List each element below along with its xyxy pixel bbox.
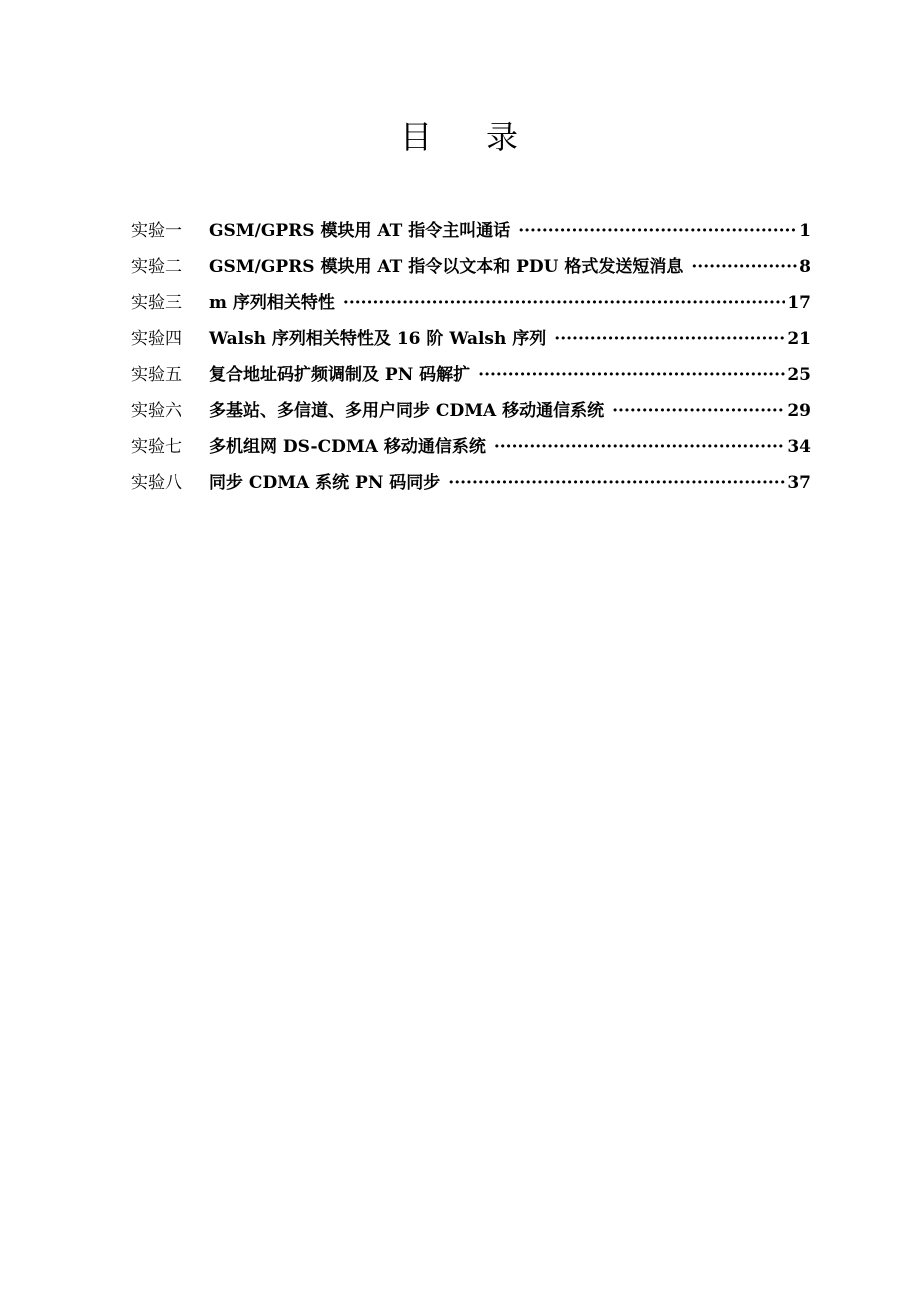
- toc-entry-page: 34: [787, 437, 811, 457]
- toc-entry-page: 25: [787, 365, 811, 385]
- toc-dot-leader: [494, 432, 786, 462]
- toc-entry-title: GSM/GPRS 模块用 AT 指令主叫通话: [209, 221, 511, 241]
- toc-entry-label: 实验一: [131, 221, 182, 241]
- toc-entry: [131, 468, 811, 504]
- toc-entry-label: 实验五: [131, 365, 182, 385]
- toc-entry-label: 实验八: [131, 473, 182, 493]
- toc-entry-page: 1: [799, 221, 811, 241]
- toc-entry-page: 17: [787, 293, 811, 313]
- toc-entry: [131, 288, 811, 324]
- toc-entry: [131, 216, 811, 252]
- toc-entry-page: 37: [787, 473, 811, 493]
- toc-entry-page: 8: [799, 257, 811, 277]
- toc-dot-leader: [478, 360, 785, 390]
- toc-entry-title: GSM/GPRS 模块用 AT 指令以文本和 PDU 格式发送短消息: [209, 257, 684, 277]
- toc-entry: [131, 396, 811, 432]
- toc-entry: [131, 360, 811, 396]
- toc-dot-leader: [518, 216, 797, 246]
- toc-entry-title: 多机组网 DS-CDMA 移动通信系统: [209, 437, 486, 457]
- toc-dot-leader: [554, 324, 785, 354]
- toc-dot-leader: [691, 252, 797, 282]
- page-title: [0, 112, 920, 158]
- toc-entry-label: 实验二: [131, 257, 182, 277]
- toc-dot-leader: [448, 468, 785, 498]
- table-of-contents: [131, 216, 811, 504]
- toc-entry-label: 实验六: [131, 401, 182, 421]
- toc-dot-leader: [612, 396, 785, 426]
- title-char-1: 目: [399, 118, 434, 156]
- toc-entry-label: 实验四: [131, 329, 182, 349]
- toc-entry-title: 多基站、多信道、多用户同步 CDMA 移动通信系统: [209, 401, 605, 421]
- toc-entry-title: m 序列相关特性: [209, 293, 335, 313]
- toc-entry-title: 同步 CDMA 系统 PN 码同步: [209, 473, 441, 493]
- toc-entry: [131, 324, 811, 360]
- toc-entry-title: 复合地址码扩频调制及 PN 码解扩: [209, 365, 471, 385]
- toc-entry-title: Walsh 序列相关特性及 16 阶 Walsh 序列: [209, 329, 547, 349]
- toc-entry: [131, 252, 811, 288]
- toc-entry: [131, 432, 811, 468]
- title-char-2: 录: [486, 118, 521, 156]
- toc-entry-page: 29: [787, 401, 811, 421]
- toc-entry-page: 21: [787, 329, 811, 349]
- toc-dot-leader: [343, 288, 785, 318]
- toc-entry-label: 实验三: [131, 293, 182, 313]
- toc-entry-label: 实验七: [131, 437, 182, 457]
